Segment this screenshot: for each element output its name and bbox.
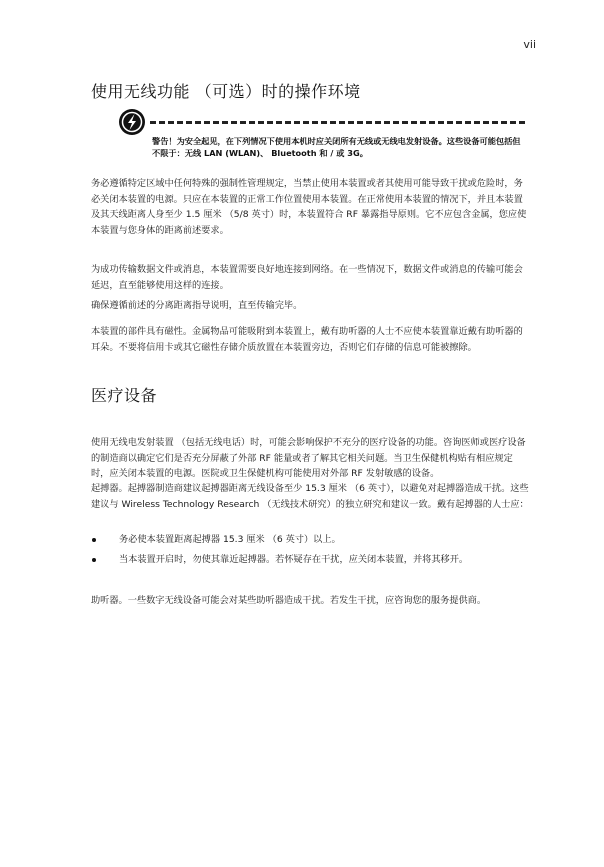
warning-icon (118, 108, 146, 136)
list-item (91, 552, 529, 568)
paragraph-pacemaker: 起搏器。起搏器制造商建议起搏器距离无线设备至少 15.3 厘米 （6 英寸），以避免对起搏器造成干扰。这些建议与 Wireless Technology Research （无线技术研究）的独立研究和建议一致。戴有起搏器的人士应： (91, 483, 529, 510)
paragraph-network: 为成功传输数据文件或消息，本装置需要良好地连接到网络。在一些情况下，数据文件或消息的传输可能会延迟，直至能够使用这样的连接。 (91, 264, 523, 291)
list-item (91, 532, 529, 548)
paragraph-distance: 确保遵循前述的分离距离指导说明，直至传输完毕。 (91, 300, 303, 311)
paragraph-regulations: 务必遵循特定区域中任何特殊的强制性管理规定，当禁止使用本装置或者其使用可能导致干扰或危险时，务必关闭本装置的电源。只应在本装置的正常工作位置使用本装置。在正常使用本装置的情况下，并且本装置及其天线距离人身至少 1.5 厘米 （5/8 英寸）时，本装置符合 RF 暴露指导原则。它不应包含金属，您应使本装置与您身体的距离前述要求。 (91, 178, 527, 236)
page-number: vii (523, 38, 536, 51)
bullet-text: 当本装置开启时，勿使其靠近起搏器。若怀疑存在干扰，应关闭本装置，并将其移开。 (119, 553, 469, 565)
section-title-medical: 医疗设备 (91, 386, 158, 405)
section-title-wireless: 使用无线功能 （可选）时的操作环境 (91, 82, 361, 101)
pacemaker-bullet-list (91, 532, 529, 571)
paragraph-medical: 使用无线电发射装置 （包括无线电话）时，可能会影响保护不充分的医疗设备的功能。咨询医师或医疗设备的制造商以确定它们是否充分屏蔽了外部 RF 能量或者了解其它相关问题。当卫生保健机构贴有相应规定时，应关闭本装置的电源。医院或卫生保健机构可能使用对外部 RF 发射敏感的设备。 (91, 437, 526, 479)
paragraph-hearing-aid: 助听器。一些数字无线设备可能会对某些助听器造成干扰。若发生干扰，应咨询您的服务提供商。 (91, 595, 487, 606)
warning-text: 警告！为安全起见，在下列情况下使用本机时应关闭所有无线或无线电发射设备。这些设备可能包括但不限于：无线 LAN (WLAN)、 Bluetooth 和 / 或 3G。 (152, 136, 521, 158)
bullet-dot (92, 538, 96, 542)
paragraph-magnetic: 本装置的部件具有磁性。金属物品可能吸附到本装置上，戴有助听器的人士不应使本装置靠近戴有助听器的耳朵。不要将信用卡或其它磁性存储介质放置在本装置旁边，否则它们存储的信息可能被擦除。 (91, 326, 523, 353)
bullet-text: 务必使本装置距离起搏器 15.3 厘米 （6 英寸）以上。 (119, 534, 341, 545)
warning-divider (150, 121, 525, 124)
bullet-dot (92, 558, 96, 562)
